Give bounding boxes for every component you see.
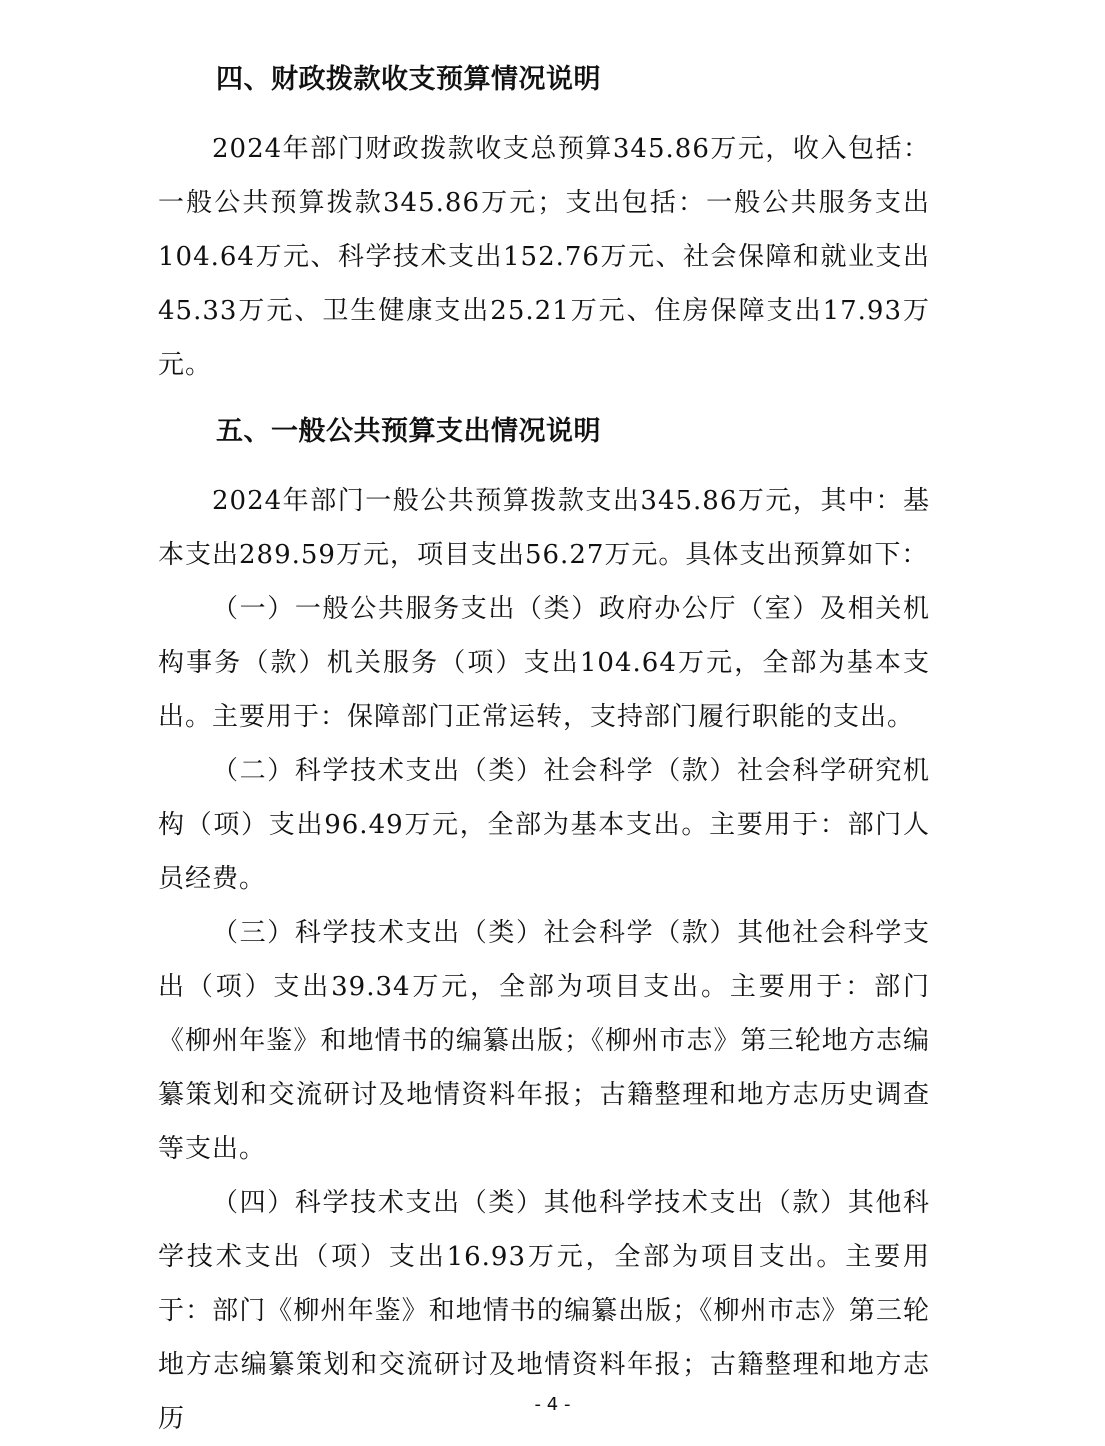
document-page: [158, 50, 930, 1446]
page-number: - 4 -: [534, 1394, 571, 1415]
section-5-item-4: （四）科学技术支出（类）其他科学技术支出（款）其他科学技术支出（项）支出16.93万元，全部为项目支出。主要用于：部门《柳州年鉴》和地情书的编纂出版；《柳州市志》第三轮地方志编纂策划和交流研讨及地情资料年报；古籍整理和地方志历: [158, 1188, 930, 1434]
section-5-item-2: （二）科学技术支出（类）社会科学（款）社会科学研究机构（项）支出96.49万元，全部为基本支出。主要用于：部门人员经费。: [158, 756, 930, 894]
section-5-intro: 2024年部门一般公共预算拨款支出345.86万元，其中：基本支出289.59万元，项目支出56.27万元。具体支出预算如下：: [158, 486, 930, 570]
section-heading-4: 四、财政拨款收支预算情况说明: [216, 64, 601, 95]
section-heading-5: 五、一般公共预算支出情况说明: [216, 416, 601, 447]
section-5-item-1: （一）一般公共服务支出（类）政府办公厅（室）及相关机构事务（款）机关服务（项）支出104.64万元，全部为基本支出。主要用于：保障部门正常运转，支持部门履行职能的支出。: [158, 594, 930, 732]
section-5-item-3: （三）科学技术支出（类）社会科学（款）其他社会科学支出（项）支出39.34万元，全部为项目支出。主要用于：部门《柳州年鉴》和地情书的编纂出版；《柳州市志》第三轮地方志编纂策划和交流研讨及地情资料年报；古籍整理和地方志历史调查等支出。: [158, 918, 930, 1164]
section-4-paragraph: 2024年部门财政拨款收支总预算345.86万元，收入包括：一般公共预算拨款345.86万元；支出包括：一般公共服务支出104.64万元、科学技术支出152.76万元、社会保障和就业支出45.33万元、卫生健康支出25.21万元、住房保障支出17.93万元。: [158, 134, 930, 380]
